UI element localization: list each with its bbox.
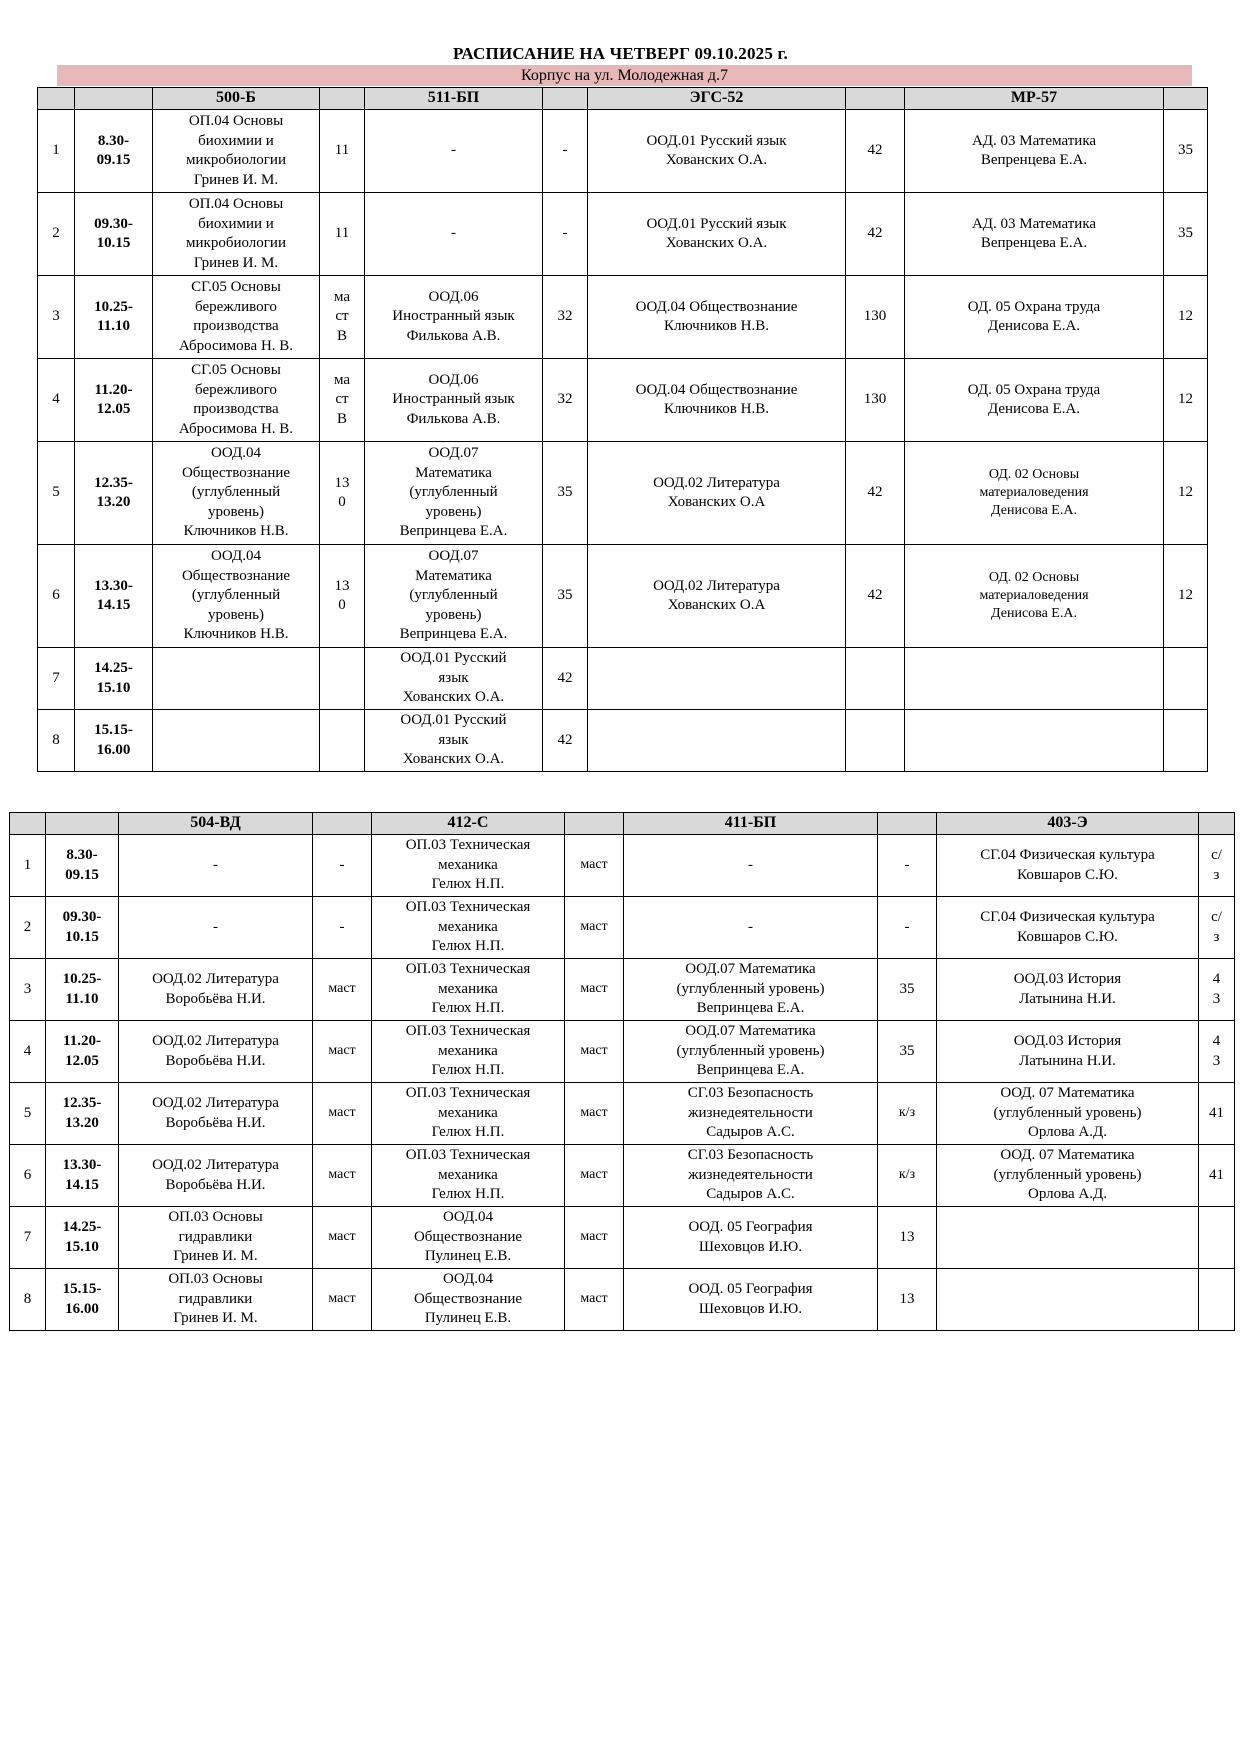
schedule-table-2: [9, 812, 1235, 1331]
room-cell: к/з: [878, 1083, 937, 1145]
subject-cell: ОП.03 Техническая механика Гелюх Н.П.: [372, 835, 565, 897]
group-header: МР-57: [905, 88, 1164, 110]
group-header: 403-Э: [937, 813, 1199, 835]
room-cell: 42: [543, 710, 588, 772]
lesson-row: [10, 1207, 1235, 1269]
subject-cell: ООД.07 Математика (углубленный уровень) Вепринцева Е.А.: [365, 545, 543, 648]
subject-cell: СГ.03 Безопасность жизнедеятельности Садыров А.С.: [624, 1145, 878, 1207]
lesson-row: [38, 545, 1208, 648]
subject-cell: -: [365, 110, 543, 193]
room-cell: маст: [565, 959, 624, 1021]
room-cell: 35: [1164, 110, 1208, 193]
lesson-row: [38, 442, 1208, 545]
subject-cell: ООД. 05 География Шеховцов И.Ю.: [624, 1269, 878, 1331]
subject-cell: ООД.07 Математика (углубленный уровень) Вепринцева Е.А.: [624, 1021, 878, 1083]
room-cell: маст: [313, 1145, 372, 1207]
subject-cell: ООД.02 Литература Воробьёва Н.И.: [119, 1021, 313, 1083]
room-cell: 12: [1164, 359, 1208, 442]
subject-cell: ООД.06 Иностранный язык Филькова А.В.: [365, 276, 543, 359]
blank-header: [10, 813, 46, 835]
room-cell: 12: [1164, 545, 1208, 648]
room-cell: [846, 648, 905, 710]
subject-cell: СГ.03 Безопасность жизнедеятельности Садыров А.С.: [624, 1083, 878, 1145]
subject-cell: ОП.03 Техническая механика Гелюх Н.П.: [372, 1083, 565, 1145]
room-cell: 42: [846, 110, 905, 193]
room-cell: 42: [846, 193, 905, 276]
room-cell: 42: [543, 648, 588, 710]
group-header: 412-С: [372, 813, 565, 835]
room-cell: маст: [565, 1145, 624, 1207]
subject-cell: ООД.01 Русский язык Хованских О.А.: [365, 648, 543, 710]
room-cell: маст: [313, 959, 372, 1021]
lesson-time: 12.35- 13.20: [75, 442, 153, 545]
subject-cell: [588, 710, 846, 772]
room-cell: маст: [565, 835, 624, 897]
subject-cell: [937, 1269, 1199, 1331]
subject-cell: ОП.03 Техническая механика Гелюх Н.П.: [372, 1145, 565, 1207]
lesson-time: 11.20- 12.05: [75, 359, 153, 442]
subject-cell: ОП.03 Техническая механика Гелюх Н.П.: [372, 897, 565, 959]
header-row: [38, 88, 1208, 110]
lesson-time: 13.30- 14.15: [46, 1145, 119, 1207]
room-cell: маст: [313, 1207, 372, 1269]
blank-header: [320, 88, 365, 110]
blank-header: [846, 88, 905, 110]
room-cell: -: [543, 110, 588, 193]
room-cell: 11: [320, 110, 365, 193]
subject-cell: ООД.03 История Латынина Н.И.: [937, 959, 1199, 1021]
subject-cell: [905, 648, 1164, 710]
room-cell: [320, 648, 365, 710]
lesson-row: [10, 835, 1235, 897]
lesson-time: 15.15- 16.00: [46, 1269, 119, 1331]
room-cell: 32: [543, 276, 588, 359]
blank-header: [75, 88, 153, 110]
lesson-row: [10, 1021, 1235, 1083]
room-cell: 35: [1164, 193, 1208, 276]
subject-cell: ООД.02 Литература Воробьёва Н.И.: [119, 959, 313, 1021]
room-cell: ма ст В: [320, 359, 365, 442]
lesson-number: 3: [38, 276, 75, 359]
room-cell: [1199, 1207, 1235, 1269]
subject-cell: [937, 1207, 1199, 1269]
room-cell: маст: [313, 1269, 372, 1331]
subject-cell: АД. 03 Математика Вепренцева Е.А.: [905, 110, 1164, 193]
room-cell: 35: [543, 442, 588, 545]
room-cell: с/ з: [1199, 897, 1235, 959]
room-cell: маст: [565, 897, 624, 959]
room-cell: маст: [565, 1021, 624, 1083]
lesson-time: 10.25- 11.10: [75, 276, 153, 359]
subject-cell: ООД.04 Обществознание Пулинец Е.В.: [372, 1207, 565, 1269]
subject-cell: ОП.04 Основы биохимии и микробиологии Гринев И. М.: [153, 110, 320, 193]
room-cell: 13: [878, 1207, 937, 1269]
subject-cell: -: [119, 835, 313, 897]
subject-cell: [153, 648, 320, 710]
blank-header: [313, 813, 372, 835]
room-cell: маст: [313, 1021, 372, 1083]
lesson-time: 09.30- 10.15: [75, 193, 153, 276]
room-cell: 130: [846, 359, 905, 442]
lesson-time: 10.25- 11.10: [46, 959, 119, 1021]
campus-banner: Корпус на ул. Молодежная д.7: [57, 65, 1192, 86]
room-cell: маст: [565, 1269, 624, 1331]
room-cell: 11: [320, 193, 365, 276]
lesson-row: [38, 276, 1208, 359]
room-cell: [846, 710, 905, 772]
room-cell: [1199, 1269, 1235, 1331]
lesson-time: 14.25- 15.10: [75, 648, 153, 710]
subject-cell: [153, 710, 320, 772]
subject-cell: ОД. 02 Основы материаловедения Денисова Е.А.: [905, 442, 1164, 545]
room-cell: 13: [878, 1269, 937, 1331]
lesson-time: 11.20- 12.05: [46, 1021, 119, 1083]
lesson-number: 5: [38, 442, 75, 545]
subject-cell: ООД.02 Литература Хованских О.А: [588, 442, 846, 545]
lesson-time: 09.30- 10.15: [46, 897, 119, 959]
subject-cell: ООД.04 Обществознание Пулинец Е.В.: [372, 1269, 565, 1331]
subject-cell: ООД.07 Математика (углубленный уровень) Вепринцева Е.А.: [624, 959, 878, 1021]
subject-cell: ОП.03 Техническая механика Гелюх Н.П.: [372, 1021, 565, 1083]
header-row: [10, 813, 1235, 835]
room-cell: ма ст В: [320, 276, 365, 359]
room-cell: [1164, 648, 1208, 710]
blank-header: [46, 813, 119, 835]
group-header: ЭГС-52: [588, 88, 846, 110]
room-cell: -: [878, 835, 937, 897]
group-header: 411-БП: [624, 813, 878, 835]
room-cell: маст: [565, 1207, 624, 1269]
subject-cell: [905, 710, 1164, 772]
subject-cell: ООД.04 Обществознание (углубленный уровень) Ключников Н.В.: [153, 545, 320, 648]
lesson-number: 1: [38, 110, 75, 193]
subject-cell: ООД.06 Иностранный язык Филькова А.В.: [365, 359, 543, 442]
subject-cell: ООД.03 История Латынина Н.И.: [937, 1021, 1199, 1083]
subject-cell: СГ.05 Основы бережливого производства Абросимова Н. В.: [153, 359, 320, 442]
lesson-number: 4: [38, 359, 75, 442]
lesson-number: 4: [10, 1021, 46, 1083]
lesson-number: 6: [38, 545, 75, 648]
subject-cell: ОП.04 Основы биохимии и микробиологии Гринев И. М.: [153, 193, 320, 276]
subject-cell: -: [119, 897, 313, 959]
room-cell: 42: [846, 442, 905, 545]
subject-cell: ОД. 05 Охрана труда Денисова Е.А.: [905, 276, 1164, 359]
room-cell: -: [878, 897, 937, 959]
lesson-number: 6: [10, 1145, 46, 1207]
room-cell: к/з: [878, 1145, 937, 1207]
lesson-row: [10, 1269, 1235, 1331]
lesson-number: 2: [38, 193, 75, 276]
lesson-row: [10, 1083, 1235, 1145]
room-cell: 130: [846, 276, 905, 359]
room-cell: 35: [878, 1021, 937, 1083]
room-cell: 4 3: [1199, 959, 1235, 1021]
lesson-row: [10, 897, 1235, 959]
lesson-number: 2: [10, 897, 46, 959]
lesson-row: [38, 710, 1208, 772]
lesson-number: 3: [10, 959, 46, 1021]
subject-cell: -: [624, 897, 878, 959]
room-cell: -: [543, 193, 588, 276]
subject-cell: ООД.04 Обществознание (углубленный уровень) Ключников Н.В.: [153, 442, 320, 545]
room-cell: 12: [1164, 276, 1208, 359]
room-cell: 32: [543, 359, 588, 442]
subject-cell: ООД. 05 География Шеховцов И.Ю.: [624, 1207, 878, 1269]
subject-cell: [588, 648, 846, 710]
lesson-row: [38, 110, 1208, 193]
room-cell: 12: [1164, 442, 1208, 545]
group-header: 504-ВД: [119, 813, 313, 835]
room-cell: 41: [1199, 1083, 1235, 1145]
subject-cell: СГ.04 Физическая культура Ковшаров С.Ю.: [937, 835, 1199, 897]
room-cell: -: [313, 835, 372, 897]
subject-cell: ООД.02 Литература Воробьёва Н.И.: [119, 1145, 313, 1207]
lesson-row: [38, 193, 1208, 276]
room-cell: 13 0: [320, 442, 365, 545]
subject-cell: ООД. 07 Математика (углубленный уровень) Орлова А.Д.: [937, 1145, 1199, 1207]
subject-cell: -: [365, 193, 543, 276]
subject-cell: СГ.04 Физическая культура Ковшаров С.Ю.: [937, 897, 1199, 959]
subject-cell: СГ.05 Основы бережливого производства Абросимова Н. В.: [153, 276, 320, 359]
lesson-row: [10, 1145, 1235, 1207]
room-cell: маст: [565, 1083, 624, 1145]
subject-cell: ООД.02 Литература Воробьёва Н.И.: [119, 1083, 313, 1145]
subject-cell: ООД.07 Математика (углубленный уровень) Вепринцева Е.А.: [365, 442, 543, 545]
subject-cell: ООД.01 Русский язык Хованских О.А.: [588, 110, 846, 193]
lesson-number: 1: [10, 835, 46, 897]
subject-cell: ОП.03 Основы гидравлики Гринев И. М.: [119, 1269, 313, 1331]
lesson-number: 7: [38, 648, 75, 710]
page-title: РАСПИСАНИЕ НА ЧЕТВЕРГ 09.10.2025 г.: [453, 44, 788, 63]
lesson-time: 8.30- 09.15: [46, 835, 119, 897]
lesson-number: 7: [10, 1207, 46, 1269]
lesson-time: 12.35- 13.20: [46, 1083, 119, 1145]
subject-cell: ОП.03 Техническая механика Гелюх Н.П.: [372, 959, 565, 1021]
subject-cell: ОП.03 Основы гидравлики Гринев И. М.: [119, 1207, 313, 1269]
subject-cell: ООД.02 Литература Хованских О.А: [588, 545, 846, 648]
blank-header: [565, 813, 624, 835]
lesson-number: 8: [38, 710, 75, 772]
room-cell: 35: [878, 959, 937, 1021]
room-cell: -: [313, 897, 372, 959]
room-cell: 35: [543, 545, 588, 648]
room-cell: [320, 710, 365, 772]
blank-header: [1164, 88, 1208, 110]
lesson-row: [10, 959, 1235, 1021]
blank-header: [878, 813, 937, 835]
schedule-table-1: [37, 87, 1208, 772]
subject-cell: ООД.01 Русский язык Хованских О.А.: [365, 710, 543, 772]
room-cell: 42: [846, 545, 905, 648]
lesson-number: 8: [10, 1269, 46, 1331]
subject-cell: ООД. 07 Математика (углубленный уровень) Орлова А.Д.: [937, 1083, 1199, 1145]
lesson-row: [38, 648, 1208, 710]
blank-header: [1199, 813, 1235, 835]
subject-cell: ОД. 05 Охрана труда Денисова Е.А.: [905, 359, 1164, 442]
room-cell: 41: [1199, 1145, 1235, 1207]
blank-header: [38, 88, 75, 110]
lesson-time: 14.25- 15.10: [46, 1207, 119, 1269]
lesson-number: 5: [10, 1083, 46, 1145]
lesson-time: 8.30- 09.15: [75, 110, 153, 193]
room-cell: 4 3: [1199, 1021, 1235, 1083]
lesson-row: [38, 359, 1208, 442]
subject-cell: ООД.04 Обществознание Ключников Н.В.: [588, 276, 846, 359]
group-header: 500-Б: [153, 88, 320, 110]
blank-header: [543, 88, 588, 110]
subject-cell: -: [624, 835, 878, 897]
subject-cell: АД. 03 Математика Вепренцева Е.А.: [905, 193, 1164, 276]
room-cell: [1164, 710, 1208, 772]
room-cell: с/ з: [1199, 835, 1235, 897]
lesson-time: 15.15- 16.00: [75, 710, 153, 772]
subject-cell: ООД.04 Обществознание Ключников Н.В.: [588, 359, 846, 442]
lesson-time: 13.30- 14.15: [75, 545, 153, 648]
subject-cell: ООД.01 Русский язык Хованских О.А.: [588, 193, 846, 276]
subject-cell: ОД. 02 Основы материаловедения Денисова Е.А.: [905, 545, 1164, 648]
room-cell: 13 0: [320, 545, 365, 648]
group-header: 511-БП: [365, 88, 543, 110]
room-cell: маст: [313, 1083, 372, 1145]
